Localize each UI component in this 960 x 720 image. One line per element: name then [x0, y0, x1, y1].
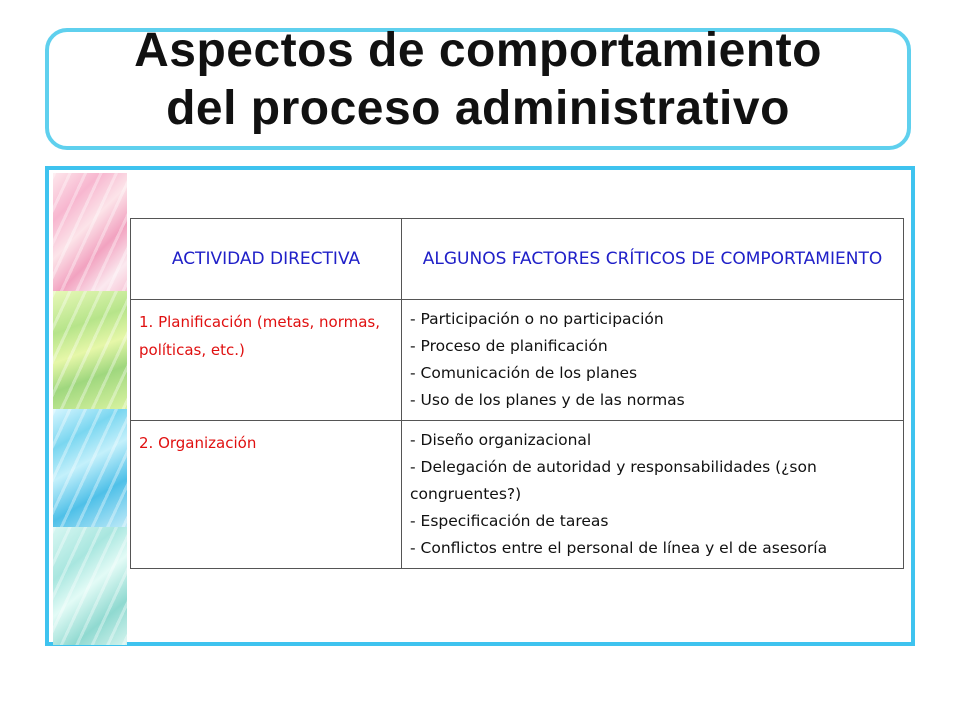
table-row: [131, 300, 904, 421]
table-row: [131, 421, 904, 569]
factors-cell: [402, 421, 904, 569]
table-header-row: [131, 219, 904, 300]
behavior-table: [130, 218, 904, 569]
title-line-2: del proceso administrativo: [166, 82, 790, 135]
decorative-blue-image: [53, 409, 127, 527]
slide-title: [45, 22, 911, 138]
factor-item: - Conflictos entre el personal de línea y el de asesoría: [410, 539, 828, 557]
factor-item: - Uso de los planes y de las normas: [410, 391, 685, 409]
decorative-pink-image: [53, 173, 127, 291]
factor-item: - Especificación de tareas: [410, 512, 609, 530]
factor-item: - Proceso de planificación: [410, 337, 608, 355]
decorative-aqua-image: [53, 527, 127, 645]
factor-item: - Participación o no participación: [410, 310, 664, 328]
activity-cell: 1. Planificación (metas, normas, políticas, etc.): [131, 300, 402, 421]
decorative-green-image: [53, 291, 127, 409]
activity-cell: 2. Organización: [131, 421, 402, 569]
decorative-image-strip: [53, 173, 127, 645]
factors-cell: [402, 300, 904, 421]
header-factors: ALGUNOS FACTORES CRÍTICOS DE COMPORTAMIENTO: [402, 219, 904, 300]
factor-item: - Delegación de autoridad y responsabilidades (¿son congruentes?): [410, 458, 817, 503]
factor-item: - Diseño organizacional: [410, 431, 592, 449]
header-activity: ACTIVIDAD DIRECTIVA: [131, 219, 402, 300]
factor-item: - Comunicación de los planes: [410, 364, 638, 382]
title-line-1: Aspectos de comportamiento: [134, 24, 822, 77]
